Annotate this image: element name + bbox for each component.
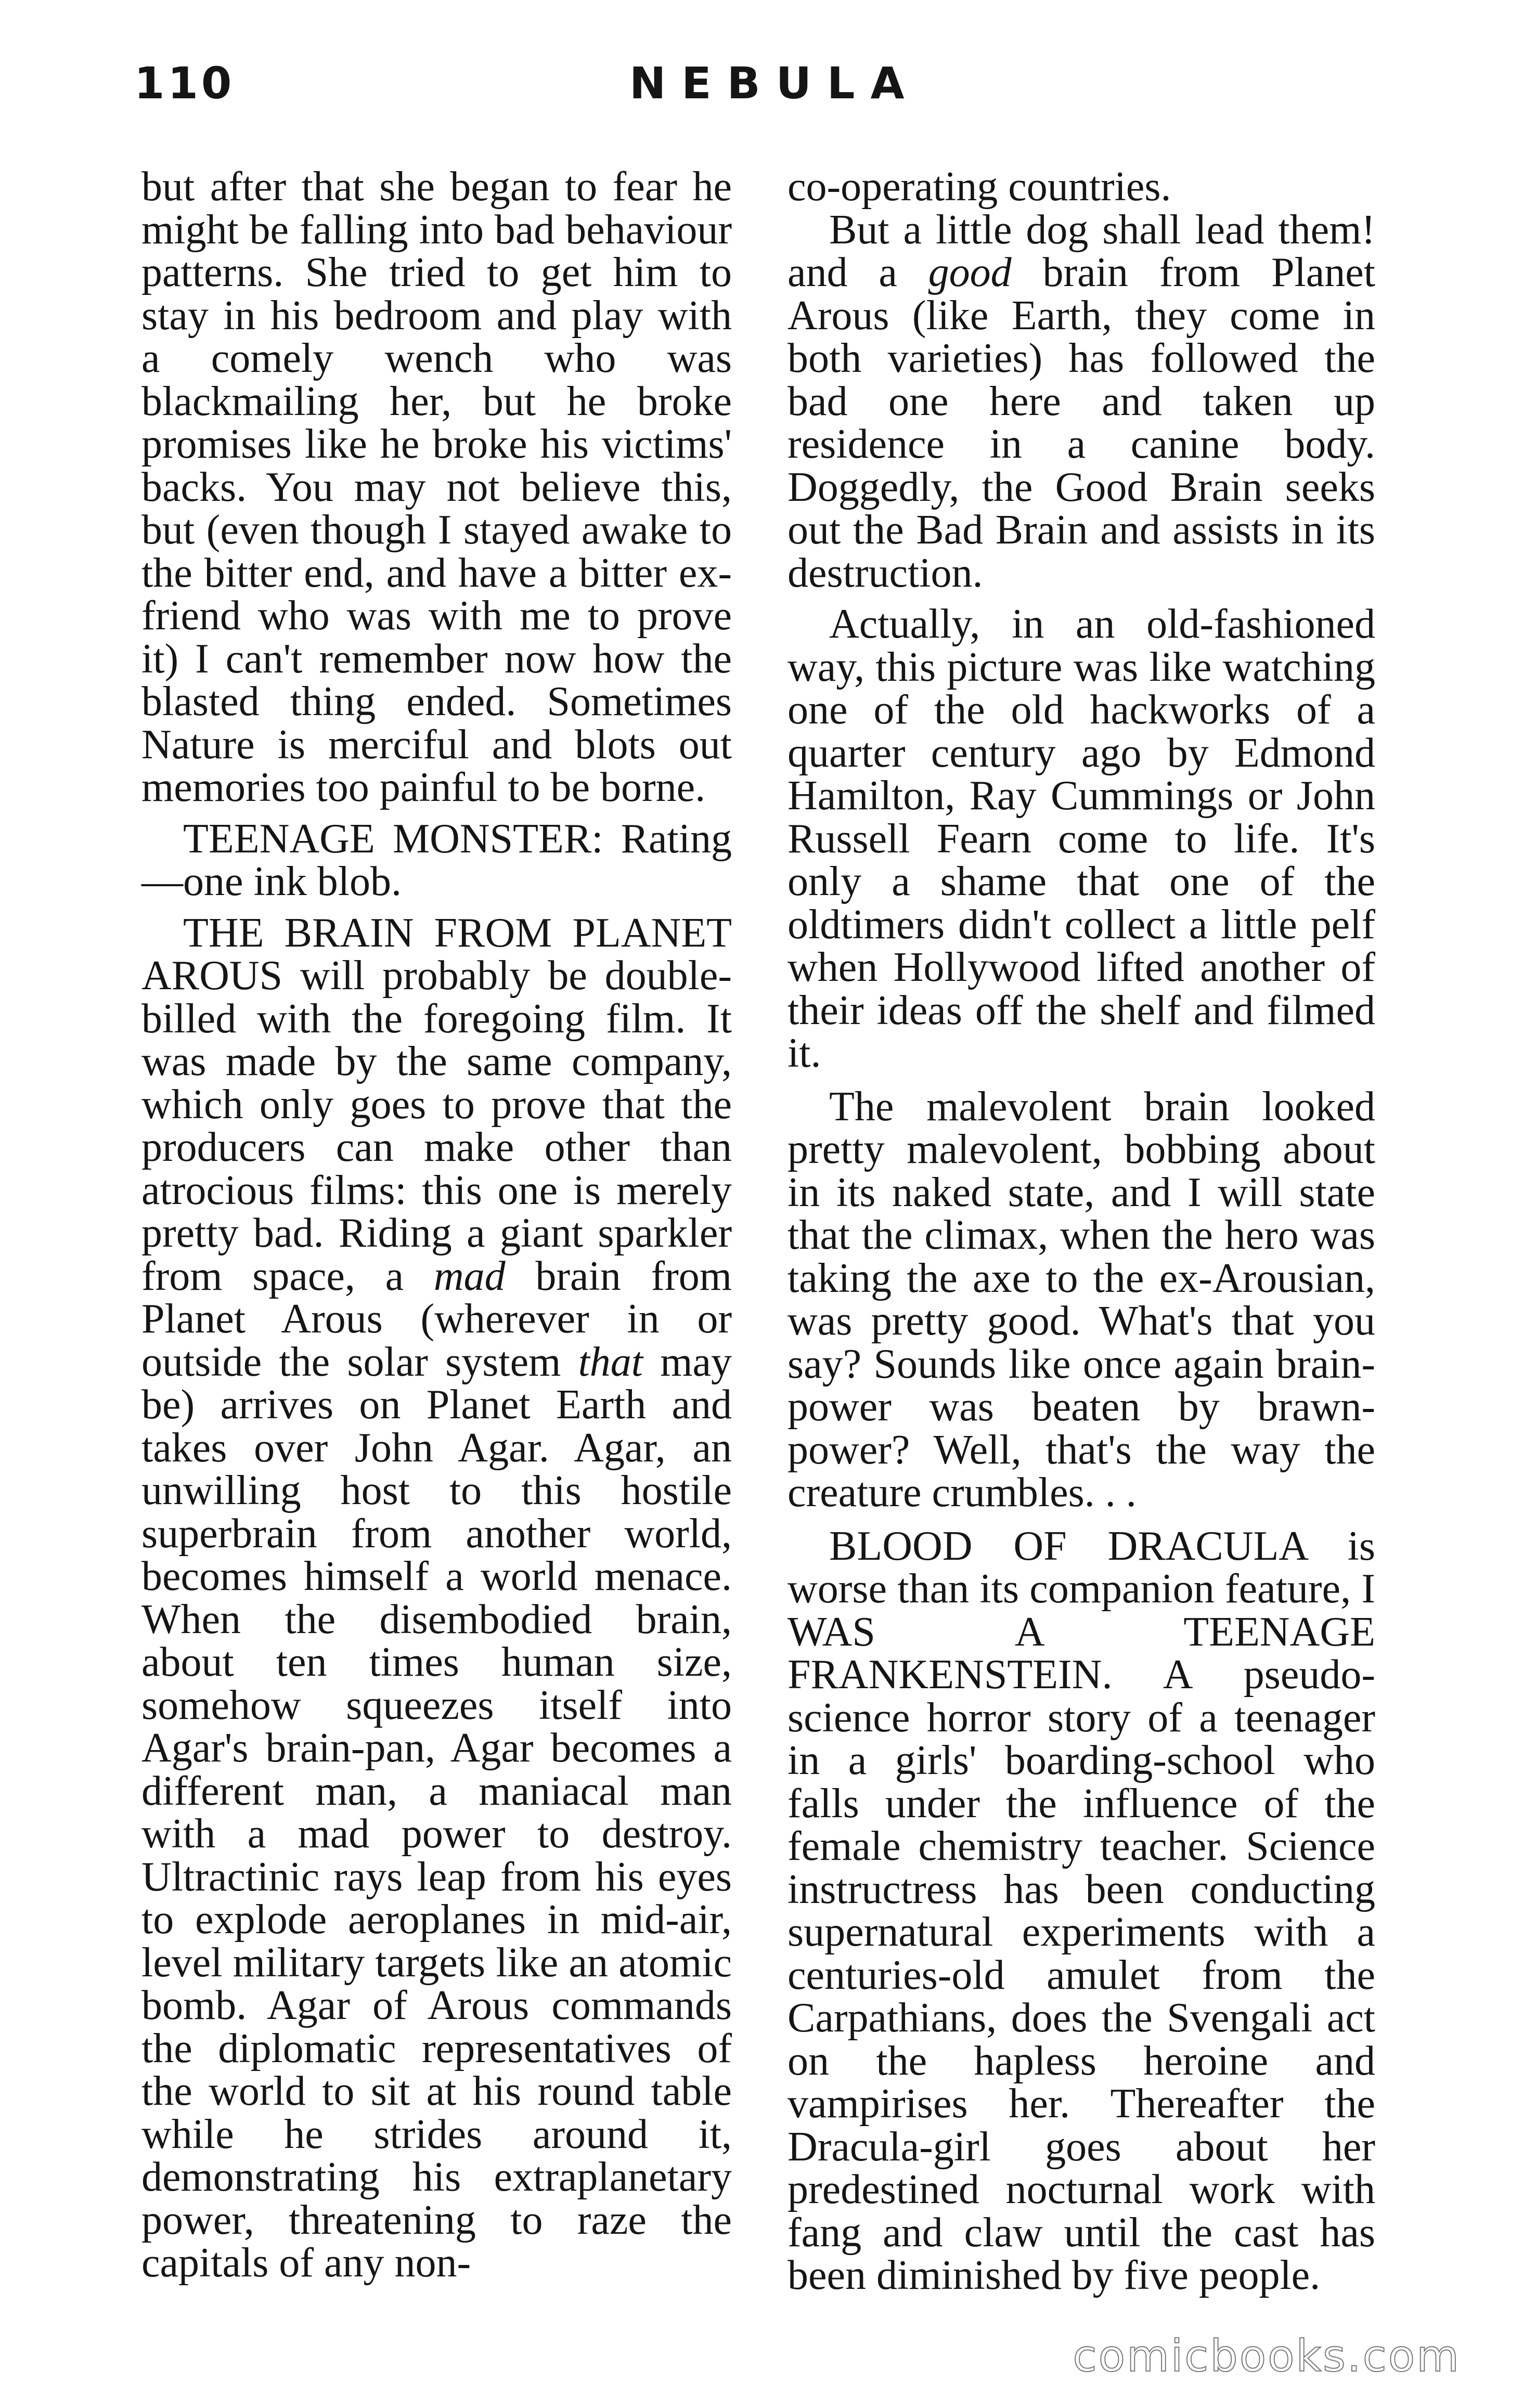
left-column: [141, 165, 732, 2285]
paragraph: co-operating countries.: [788, 164, 1171, 210]
page-number: 110: [134, 58, 235, 109]
text-run: brain from Planet Arous (wherever in or outside the solar system: [141, 1253, 732, 1385]
right-column: [788, 165, 1375, 2297]
paragraph: Actually, in an old-fashioned way, this picture was like watching one of the old hackworks of a quarter century ago by Edmond Hamilton, Ray Cummings or John Russell Fearn come to life. It's only a shame that one of the oldtimers didn't collect a little pelf when Hollywood lifted another of their ideas off the shelf and filmed it.: [788, 601, 1375, 1076]
text-run: But a little dog shall lead them! and a: [788, 206, 1375, 295]
paragraph: [788, 206, 1375, 596]
paragraph: TEENAGE MONSTER: Rating—one ink blob.: [141, 815, 732, 904]
running-head: NEBULA: [629, 58, 920, 109]
emphasis: good: [928, 250, 1012, 295]
paragraph: The malevolent brain looked pretty malevolent, bobbing about in its naked state, and I will state that the climax, when the hero was taking the axe to the ex-Arousian, was pretty good. What's that you say? Sounds like once again brain-power was beaten by brawn-power? Well, that's the way the creature crumbles. . .: [788, 1083, 1375, 1516]
emphasis: mad: [433, 1253, 506, 1299]
text-run: brain from Planet Arous (like Earth, they come in both varieties) has followed the bad one here and taken up residence in a canine body. Doggedly, the Good Brain seeks out the Bad Brain and assists in its destruction.: [788, 250, 1375, 596]
paragraph: [141, 912, 732, 2285]
emphasis: that: [578, 1339, 643, 1385]
watermark: comicbooks.com: [1073, 2331, 1461, 2381]
paragraph: but after that she began to fear he might be falling into bad behaviour patterns. She tried to get him to stay in his bedroom and play with a comely wench who was blackmailing her, but he broke promises like he broke his victims' backs. You may not believe this, but (even though I stayed awake to the bitter end, and have a bitter ex-friend who was with me to prove it) I can't remember now how the blasted thing ended. Sometimes Nature is merciful and blots out memories too painful to be borne.: [141, 164, 732, 810]
paragraph: BLOOD OF DRACULA is worse than its companion feature, I WAS A TEENAGE FRANKENSTEIN. A pseudo-science horror story of a teenager in a girls' boarding-school who falls under the influence of the female chemistry teacher. Science instructress has been conducting supernatural experiments with a centuries-old amulet from the Carpathians, does the Svengali act on the hapless heroine and vampirises her. Thereafter the Dracula-girl goes about her predestined nocturnal work with fang and claw until the cast has been diminished by five people.: [788, 1523, 1375, 2298]
text-run: may be) arrives on Planet Earth and takes over John Agar. Agar, an unwilling host to this hostile superbrain from another world, becomes himself a world menace. When the disembodied brain, about ten times human size, somehow squeezes itself into Agar's brain-pan, Agar becomes a different man, a maniacal man with a mad power to destroy. Ultractinic rays leap from his eyes to explode aeroplanes in mid-air, level military targets like an atomic bomb. Agar of Arous commands the diplomatic representatives of the world to sit at his round table while he strides around it, demonstrating his extraplanetary power, threatening to raze the capitals of any non-: [141, 1339, 732, 2286]
text-run: THE BRAIN FROM PLANET AROUS will probably be double-billed with the foregoing film. It was made by the same company, which only goes to prove that the producers can make other than atrocious films: this one is merely pretty bad. Riding a giant sparkler from space, a: [141, 910, 732, 1299]
